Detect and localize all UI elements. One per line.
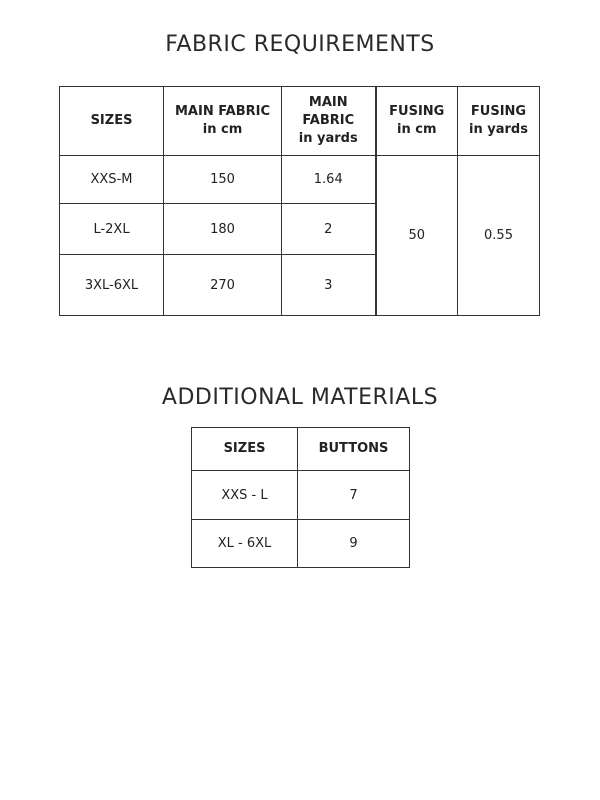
table-row [192, 471, 410, 520]
additional-materials-table [191, 427, 410, 568]
size-cell: L-2XL [60, 204, 164, 255]
buttons-cell: 7 [298, 471, 410, 520]
fabric-requirements-table [59, 86, 540, 316]
fabric-requirements-title: FABRIC REQUIREMENTS [165, 32, 435, 57]
size-cell: 3XL-6XL [60, 255, 164, 316]
fusing-yards-cell: 0.55 [458, 156, 540, 316]
size-cell: XXS-M [60, 156, 164, 204]
size-cell: XXS - L [192, 471, 298, 520]
header-sizes: SIZES [60, 87, 164, 156]
header-main-fabric-cm: MAIN FABRIC in cm [164, 87, 282, 156]
size-cell: XL - 6XL [192, 520, 298, 568]
header-fusing-yards: FUSING in yards [458, 87, 540, 156]
header-buttons: BUTTONS [298, 428, 410, 471]
header-main-fabric-yards: MAIN FABRIC in yards [282, 87, 376, 156]
header-sizes: SIZES [192, 428, 298, 471]
fusing-cm-cell: 50 [376, 156, 458, 316]
main-fabric-cm-cell: 150 [164, 156, 282, 204]
main-fabric-cm-cell: 270 [164, 255, 282, 316]
main-fabric-yards-cell: 3 [282, 255, 376, 316]
table-header-row [192, 428, 410, 471]
additional-materials-title: ADDITIONAL MATERIALS [161, 385, 439, 410]
main-fabric-cm-cell: 180 [164, 204, 282, 255]
header-fusing-cm: FUSING in cm [376, 87, 458, 156]
table-header-row [60, 87, 540, 156]
table-row [192, 520, 410, 568]
buttons-cell: 9 [298, 520, 410, 568]
main-fabric-yards-cell: 1.64 [282, 156, 376, 204]
main-fabric-yards-cell: 2 [282, 204, 376, 255]
table-row [60, 156, 540, 204]
